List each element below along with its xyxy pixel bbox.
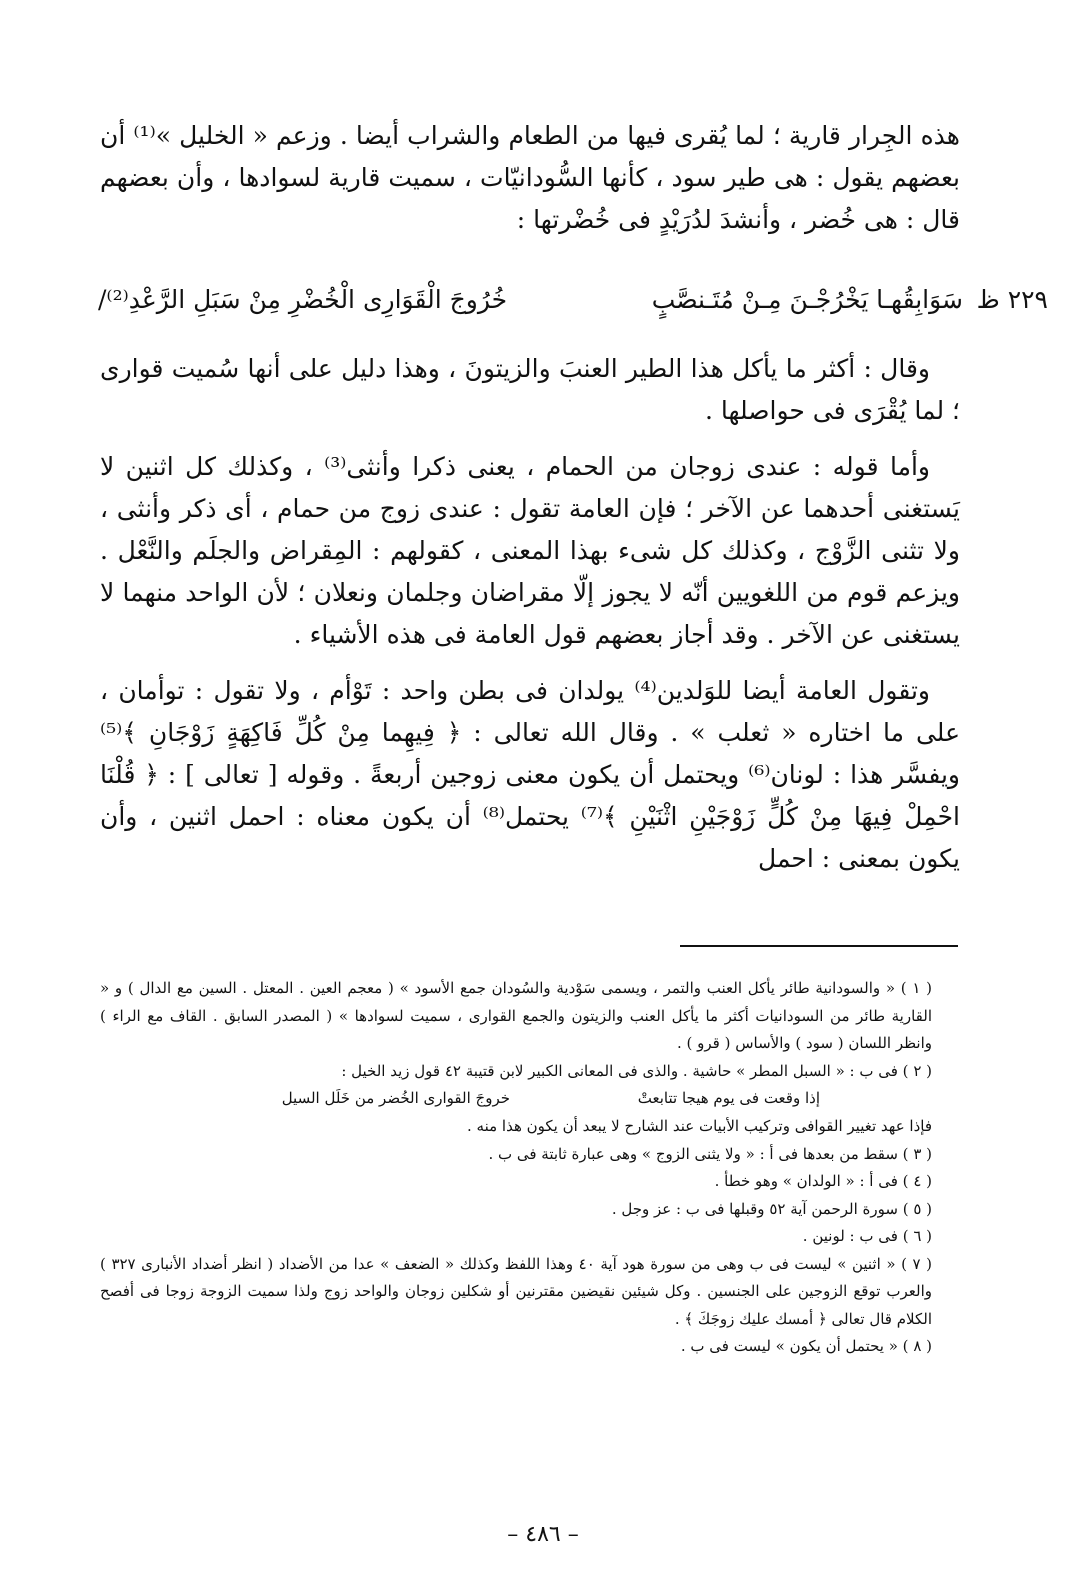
verse-hemistich-1: سَوَابِقُهـا يَخْرُجْـنَ مِـنْ مُتَـنصَّبٍ — [651, 285, 963, 314]
main-text-continued — [100, 348, 960, 880]
footnote-2-poem — [100, 1085, 960, 1113]
footnote-2-hemistich-2: خروجَ القوارى الخُضر من خَلَل السيل — [281, 1089, 510, 1107]
footnote-separator — [680, 945, 958, 947]
main-text — [100, 115, 960, 241]
paragraph-2: وقال : أكثر ما يأكل هذا الطير العنبَ والزيتونَ ، وهذا دليل على أنها سُميت قوارى ؛ لما يُقْرَى فى حواصلها . — [100, 354, 960, 425]
footnote-1: ( ١ ) « والسودانية طائر يأكل العنب والتمر ، ويسمى سَوْدية والسُودان جمع الأسود » ( معجم العين . المعتل . السين مع الدال ) و « القارية طائر من السودانيات أكثر ما يأكل العنب والزيتون والجمع القوارى ، سميت لسوادها » ( المصدر السابق . القاف مع الراء ) وانظر اللسان ( سود ) والأساس ( قرو ) . — [100, 979, 932, 1052]
footnote-8: ( ٨ ) « يحتمل أن يكون » ليست فى ب . — [680, 1337, 932, 1355]
verse-number: ٢٢٩ ظ — [976, 285, 1048, 314]
verse-hemistich-2: خُرُوجَ الْقَوَارِى الْخُضْرِ مِنْ سَبَلِ الرَّعْدِ⁽²⁾/ — [98, 285, 508, 314]
footnote-4: ( ٤ ) فى أ : « الولدان » وهو خطأ . — [714, 1172, 932, 1190]
footnote-5: ( ٥ ) سورة الرحمن آية ٥٢ وقبلها فى ب : عز وجل . — [611, 1199, 932, 1218]
paragraph-1: هذه الجِرار قارية ؛ لما يُقرى فيها من الطعام والشراب أيضا . وزعم « الخليل »⁽¹⁾ أن بعضهم يقول : هى طير سود ، كأنها السُّودانيّات ، سميت قارية لسوادها ، وأن بعضهم قال : هى خُضر ، وأنشدَ لدُرَيْدٍ فى خُضْرتها : — [100, 121, 960, 234]
poetry-verse — [98, 278, 1048, 322]
footnote-2-hemistich-1: إذا وقعت فى يوم هيجا تتابعتْ — [637, 1089, 820, 1107]
footnote-2-continued: فإذا عهد تغيير القوافى وتركيب الأبيات عند الشارح لا يبعد أن يكون هذا منه . — [467, 1117, 932, 1135]
paragraph-4: وتقول العامة أيضا للوَلدين⁽⁴⁾ يولدان فى بطن واحد : تَوْأم ، ولا تقول : توأمان ، على ما اختاره « ثعلب » . وقال الله تعالى : ﴿ فِيهِما مِنْ كُلِّ فَاكِهَةٍ زَوْجَانِ ﴾⁽⁵⁾ ويفسَّر هذا : لونان⁽⁶⁾ ويحتمل أن يكون معنى زوجين أربعةً . وقوله [ تعالى ] : ﴿ قُلْنَا احْمِلْ فِيهَا مِنْ كُلٍّ زَوْجَيْنِ اثْنَيْنِ ﴾⁽⁷⁾ يحتمل⁽⁸⁾ أن يكون معناه : احمل اثنين ، وأن يكون بمعنى : احمل — [100, 676, 960, 873]
footnote-2: ( ٢ ) فى ب : « السبل المطر » حاشية . والذى فى المعانى الكبير لابن قتيبة ٤٢ قول زيد الخيل : — [341, 1061, 932, 1080]
footnote-7: ( ٧ ) « اثنين » ليست فى ب وهى من سورة هود آية ٤٠ وهذا اللفظ وكذلك « الضعف » عدا من الأضداد ( انظر أضداد الأنبارى ٣٢٧ ) والعرب توقع الزوجين على الجنسين . وكل شيئين نقيضين مقترنين أو شكلين زوجان والواحد زوج ولذا سميت الزوجة زوجا فى أفصح الكلام قال تعالى ﴿ أمسك عليك زوجَكَ ﴾ . — [100, 1254, 932, 1328]
footnote-6: ( ٦ ) فى ب : لونين . — [802, 1227, 932, 1245]
page-number: – ٤٨٦ – — [507, 1522, 579, 1547]
footnotes — [100, 975, 960, 1361]
footnote-3: ( ٣ ) سقط من بعدها فى أ : « ولا يثنى الزوج » وهى عبارة ثابتة فى ب . — [488, 1144, 932, 1163]
paragraph-3: وأما قوله : عندى زوجان من الحمام ، يعنى ذكرا وأنثى⁽³⁾ ، وكذلك كل اثنين لا يَستغنى أحدهما عن الآخر ؛ فإن العامة تقول : عندى زوج من حمام ، أى ذكر وأنثى ، ولا تثنى الزَّوْج ، وكذلك كل شىء بهذا المعنى ، كقولهم : المِقراض والجلَم والنَّعْل . ويزعم قوم من اللغويين أنّه لا يجوز إلّا مقراضان وجلمان ونعلان ؛ لأن الواحد منهما لا يستغنى عن الآخر . وقد أجاز بعضهم قول العامة فى هذه الأشياء . — [100, 452, 960, 649]
